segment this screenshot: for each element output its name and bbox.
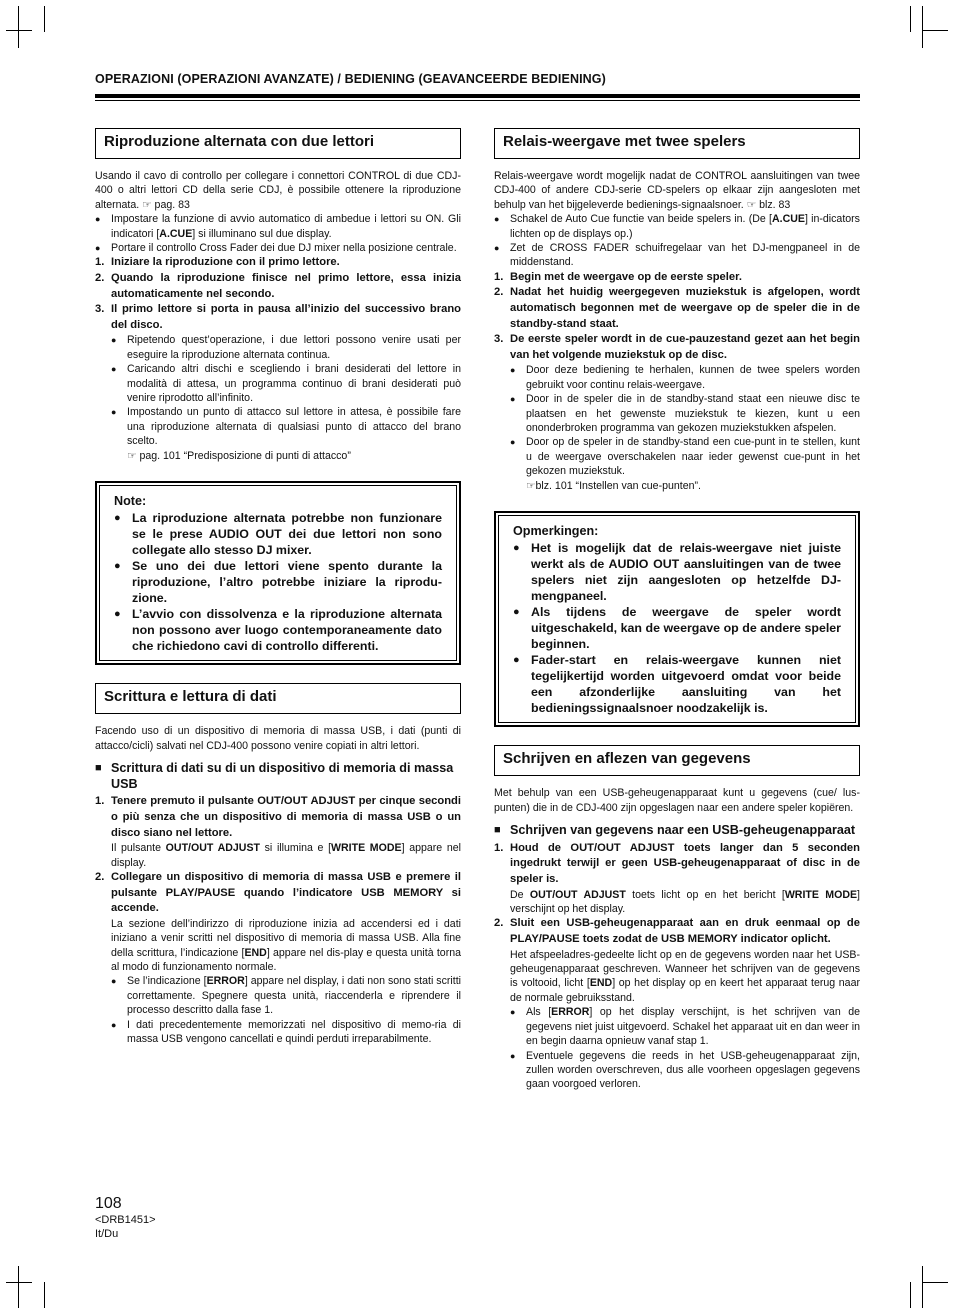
step: 2. Quando la riproduzione finisce nel primo lettore, essa inizia automaticamente nel secondo. xyxy=(95,272,461,300)
column-italian xyxy=(95,128,461,1047)
crop-mark xyxy=(910,1282,911,1308)
list-item: ● Se l’indicazione [ERROR] appare nel display, i dati non sono stati scritti correttamente. Spegnere questa unità, riaccenderla e riprendere il processo descritto dalla fase 1. xyxy=(111,974,461,1017)
note-item: ● Het is mogelijk dat de relais-weergave niet juiste werkt als de AUDIO OUT aansluitingen van de twee spelers niet zijn aangesloten op hetzelfde DJ-mengpaneel. xyxy=(513,540,841,604)
page-number: 108 xyxy=(95,1195,122,1212)
list-item: ● Door deze bediening te herhalen, kunnen de twee spelers worden gebruikt voor continu relais-weergave. xyxy=(510,363,860,392)
list-item: ● Door in de speler die in de standby-stand staat een nieuwe disc te plaatsen en het gewenste muziekstuk te kiezen, kunt u een ononderbroken programma van gekozen muziekstukken afspelen. xyxy=(510,392,860,435)
crop-mark xyxy=(44,6,45,32)
prereq-list xyxy=(95,212,461,255)
page-header-title: OPERAZIONI (OPERAZIONI AVANZATE) / BEDIENING (GEAVANCEERDE BEDIENING) xyxy=(95,72,606,86)
note-item: ● Als tijdens de weergave de speler wordt uitgeschakeld, kan de weergave op de andere speler beginnen. xyxy=(513,604,841,652)
note-title: Opmerkingen: xyxy=(513,524,599,539)
step-body: De OUT/OUT ADJUST toets licht op en het bericht [WRITE MODE] verschijnt op het display. xyxy=(510,888,860,916)
list-item: ● Zet de CROSS FADER schuifregelaar van het DJ-mengpaneel in de middenstand. xyxy=(494,241,860,270)
note-box xyxy=(95,481,461,665)
section-title-relay-playback: Relais-weergave met twee spelers xyxy=(494,128,860,159)
section-intro: Relais-weergave wordt mogelijk nadat de CONTROL aansluitingen van twee CDJ-400 of andere CDJ-serie CD-spelers op elkaar zijn aangesloten met behulp van het bijgeleverde bedienings-signaalsnoer. ☞ blz. 83 xyxy=(494,170,860,211)
step: 3. De eerste speler wordt in de cue-pauzestand gezet aan het begin van het volgende muziekstuk op de disc. xyxy=(494,333,860,361)
subsection-heading: ■ Schrijven van gegevens naar een USB-geheugenapparaat xyxy=(494,823,860,839)
step-body: Het afspeeladres-gedeelte licht op en de gegevens worden naar het USB-geheugenapparaat geschreven. Wanneer het schrijven van de gegevens is voltooid, licht [END] op het display op en keert het apparaat terug naar de normale gebruiksstand. xyxy=(510,948,860,1004)
step-body: Il pulsante OUT/OUT ADJUST si illumina e [WRITE MODE] appare nel display. xyxy=(111,842,461,869)
step-body: La sezione dell’indirizzo di riproduzione inizia ad accendersi ed i dati iniziano a venir scritti nel dispositivo di memoria di massa USB. Alla fine della scrittura, l’indicazione [END] appare nel dis-play e questa unità torna al modo di funzionamento normale. xyxy=(111,917,462,974)
section-title-data-write: Scrittura e lettura di dati xyxy=(95,683,461,714)
section-intro: Usando il cavo di controllo per collegare i connettori CONTROL di due CDJ-400 o altri lettori CD della serie CDJ, è possibile ottenere la riproduzione alternata. ☞ pag. 83 xyxy=(95,170,461,211)
list-item: ● Ripetendo quest’operazione, i due lettori possono venire usati per eseguire la riproduzione alternata continua. xyxy=(111,333,461,362)
step: 1. Iniziare la riproduzione con il primo lettore. xyxy=(95,256,340,269)
header-rule-thin xyxy=(95,100,860,101)
crop-mark xyxy=(922,1266,923,1308)
list-item: ● Impostando un punto di attacco sul lettore in attesa, è possibile fare una riproduzione alternata di qualsiasi punto di attacco del brano scelto. xyxy=(111,405,461,448)
crop-mark xyxy=(6,30,32,31)
page-reference: ☞ pag. 101 “Predisposizione di punti di attacco” xyxy=(127,449,351,462)
step: 1. Begin met de weergave op de eerste speler. xyxy=(494,270,742,283)
step-sublist xyxy=(494,363,860,478)
crop-mark xyxy=(922,1282,948,1283)
crop-mark xyxy=(922,6,923,48)
header-rule-thick xyxy=(95,94,860,98)
section-title-alternate-playback: Riproduzione alternata con due lettori xyxy=(95,128,461,159)
crop-mark xyxy=(18,1266,19,1308)
note-title: Note: xyxy=(114,494,147,509)
list-item: ● Caricando altri dischi e scegliendo i brani desiderati del lettore in modalità di attesa, un programma continuo di brani desiderati può venire riprodotto all’infinito. xyxy=(111,362,461,405)
step: 2. Sluit een USB-geheugenapparaat aan en druk eenmaal op de PLAY/PAUSE toets zodat de USB MEMORY indicator oplicht. xyxy=(494,917,860,946)
document-code: <DRB1451> xyxy=(95,1214,156,1226)
crop-mark xyxy=(922,30,948,31)
prereq-list xyxy=(494,212,860,270)
list-item: ● Portare il controllo Cross Fader dei due DJ mixer nella posizione centrale. xyxy=(95,241,461,255)
page-footer xyxy=(95,1195,156,1241)
list-item: ● Impostare la funzione di avvio automatico di ambedue i lettori su ON. Gli indicatori [A.CUE] si illuminano sul due display. xyxy=(95,212,461,241)
page-header xyxy=(95,72,860,101)
step-sublist xyxy=(494,1005,860,1091)
step: 1. Tenere premuto il pulsante OUT/OUT ADJUST per cinque secondi o più senza che un dispositivo di memoria di massa USB o un disco siano nel lettore. xyxy=(95,795,461,839)
note-item: ● Fader-start en relais-weergave kunnen niet tegelijkertijd worden uitgevoerd omdat voor beide een afzonderlijke aansluiting van het bedieningssignaalsnoer noodzakelijk is. xyxy=(513,652,841,716)
note-box xyxy=(494,511,860,727)
crop-mark xyxy=(44,1282,45,1308)
page-reference: ☞blz. 101 “Instellen van cue-punten”. xyxy=(526,479,701,492)
section-title-data-write: Schrijven en aflezen van gegevens xyxy=(494,745,860,776)
list-item: ● Als [ERROR] op het display verschijnt, is het schrijven van de gegevens niet juist uitgevoerd. Schakel het apparaat uit en dan weer in en begin daarna opnieuw vanaf stap 1. xyxy=(510,1005,860,1048)
crop-mark xyxy=(910,6,911,32)
section-intro: Facendo uso di un dispositivo di memoria di massa USB, i dati (punti di attacco/cicli) salvati nel CDJ-400 possono venire copiati in altri lettori. xyxy=(95,725,461,752)
crop-mark xyxy=(18,6,19,48)
crop-mark xyxy=(6,1282,32,1283)
list-item: ● Eventuele gegevens die reeds in het USB-geheugenapparaat zijn, zullen worden overschreven, dus alle voorheen opgeslagen gegevens gaan voorgoed verloren. xyxy=(510,1049,860,1092)
note-item: ● Se uno dei due lettori viene spento durante la riproduzione, l’altro potrebbe iniziare la riprodu-zione. xyxy=(114,558,442,606)
language-code: It/Du xyxy=(95,1228,119,1240)
list-item: ● I dati precedentemente memorizzati nel dispositivo di memo-ria di massa USB vengono cancellati e quindi perduti irreparabilmente. xyxy=(111,1018,461,1047)
step-sublist xyxy=(95,333,461,448)
section-intro: Met behulp van een USB-geheugenapparaat kunt u gegevens (cue/ lus-punten) die in de CDJ-400 zijn opgeslagen naar een andere speler kopiëren. xyxy=(494,787,860,814)
list-item: ● Schakel de Auto Cue functie van beide spelers in. (De [A.CUE] in-dicators lichten op de displays op.) xyxy=(494,212,860,241)
step: 3. Il primo lettore si porta in pausa all’inizio del successivo brano del disco. xyxy=(95,303,461,331)
step: 2. Nadat het huidig weergegeven muziekstuk is afgelopen, wordt automatisch begonnen met de weergave op de speler die in de standby-stand staat. xyxy=(494,286,860,330)
step-sublist xyxy=(95,974,461,1046)
step: 1. Houd de OUT/OUT ADJUST toets langer dan 5 seconden ingedrukt terwijl er geen USB-geheugenapparaat of disc in de speler is. xyxy=(494,841,860,886)
step: 2. Collegare un dispositivo di memoria di massa USB e premere il pulsante PLAY/PAUSE quando l’indicatore USB MEMORY si accende. xyxy=(95,871,461,915)
subsection-heading: ■ Scrittura di dati su di un dispositivo di memoria di massa USB xyxy=(95,761,461,792)
note-item: ● L’avvio con dissolvenza e la riproduzione alternata non possono aver luogo contemporaneamente dato che richiedono cavi di controllo differenti. xyxy=(114,606,442,654)
list-item: ● Door op de speler in de standby-stand een cue-punt in te stellen, kunt u de weergave overschakelen naar ieder gewenst cue-punt in het gekozen muziekstuk. xyxy=(510,435,860,478)
note-item: ● La riproduzione alternata potrebbe non funzionare se le prese AUDIO OUT dei due lettori non sono collegate allo stesso DJ mixer. xyxy=(114,510,442,558)
column-dutch xyxy=(494,128,860,1092)
